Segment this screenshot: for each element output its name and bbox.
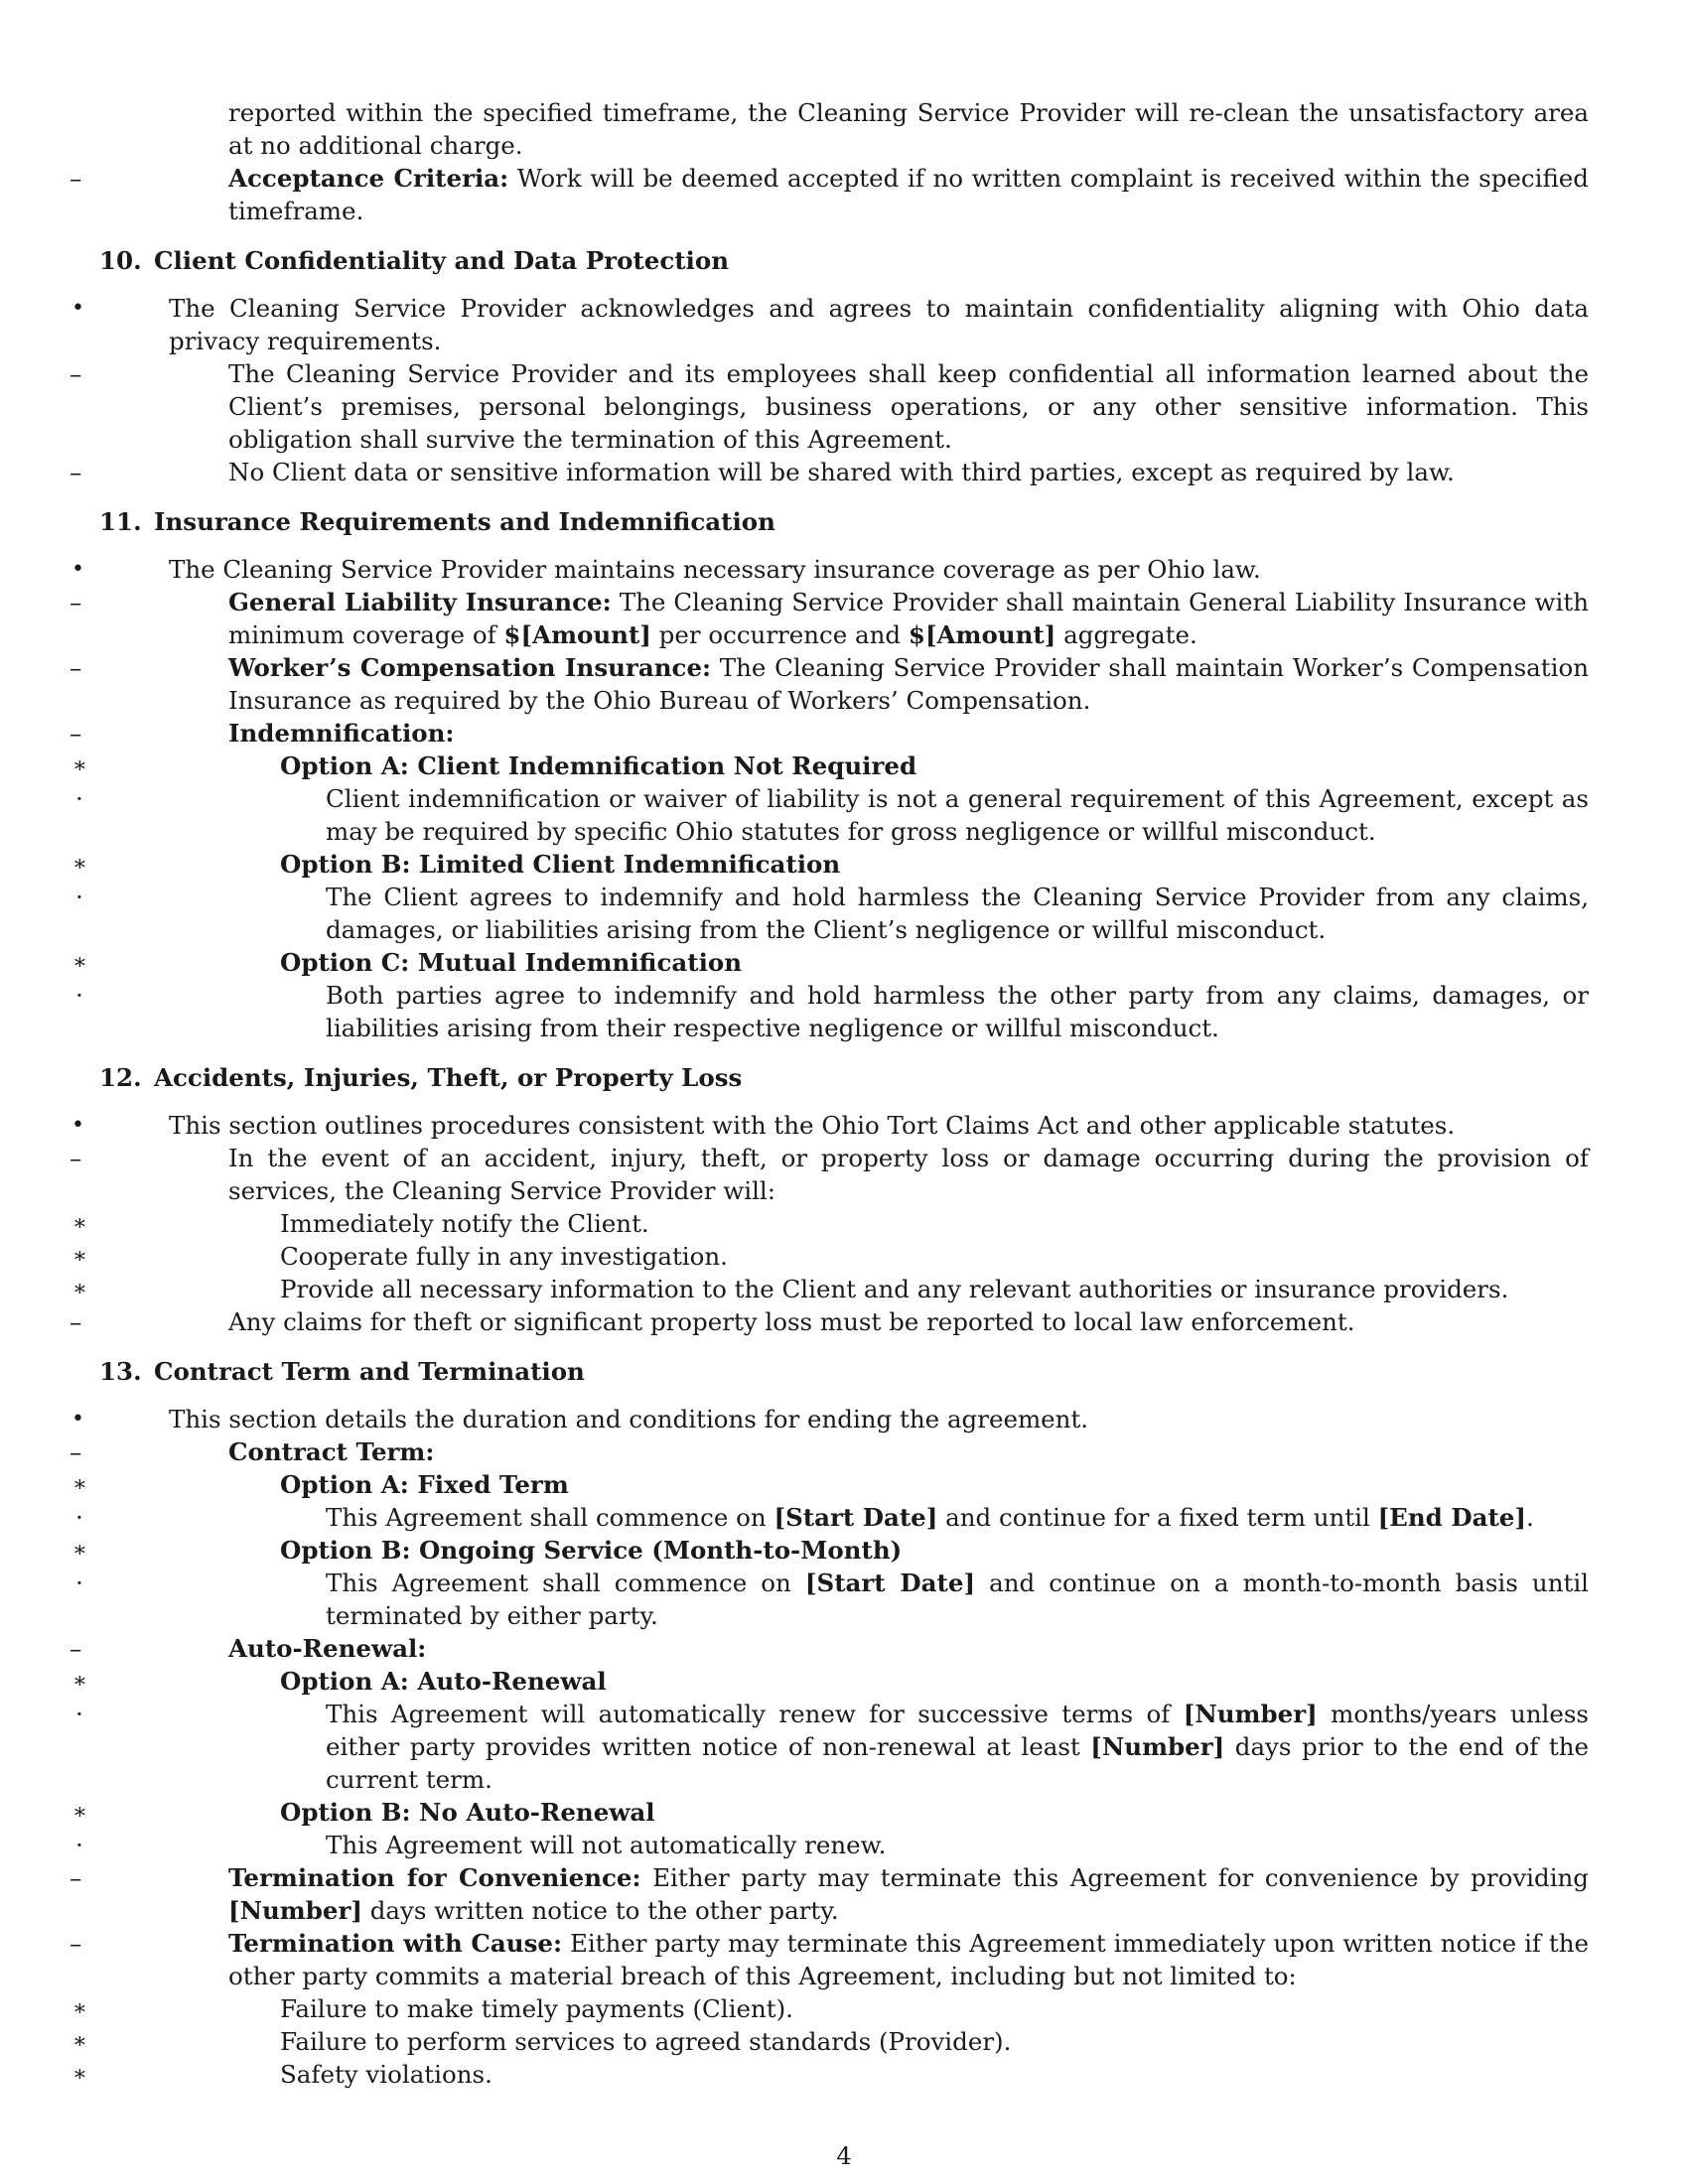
list-item: ∗ Failure to perform services to agreed standards (Provider). [72,2027,1012,2056]
option-text: · This Agreement shall commence on [Start Date] and continue for a fixed term until [End Date]. [75,1503,1534,1532]
asterisk-marker: ∗ [72,1244,87,1269]
dash-marker: – [70,1307,82,1336]
asterisk-marker: ∗ [72,852,87,877]
section-heading-10: 10. Client Confidentiality and Data Protection [99,246,730,275]
dash-marker: – [70,1144,82,1172]
asterisk-marker: ∗ [72,1800,87,1825]
page-number: 4 [836,2141,852,2170]
option-text: · This Agreement will automatically renew for successive terms of [Number] months/years unless either party provides written notice of non-renewal at least [Number] days prior to the end of the current term. [75,1700,1590,1794]
termination-cause-item: – Termination with Cause: Either party may terminate this Agreement immediately upon written notice if the other party commits a material breach of this Agreement, including but not limited to: [70,1929,1590,1990]
dash-marker: – [70,1437,82,1466]
list-item: – No Client data or sensitive information will be shared with third parties, except as required by law. [70,458,1455,486]
list-item: ∗ Safety violations. [72,2060,492,2089]
dash-marker: – [70,458,82,486]
section-heading-11: 11. Insurance Requirements and Indemnification [99,507,775,536]
list-item: ∗ Provide all necessary information to the Client and any relevant authorities or insurance providers. [72,1275,1509,1303]
dot-marker: · [75,981,83,1010]
bullet-marker: • [71,1113,84,1138]
dot-marker: · [75,784,83,813]
dash-marker: – [70,719,82,748]
bullet-marker: • [71,1407,84,1432]
option-heading: ∗ Option A: Auto-Renewal [72,1667,607,1696]
asterisk-marker: ∗ [72,950,87,975]
asterisk-marker: ∗ [72,753,87,778]
dot-marker: · [75,1569,83,1597]
list-item: ∗ Cooperate fully in any investigation. [72,1242,728,1271]
section-heading-12: 12. Accidents, Injuries, Theft, or Property Loss [99,1063,743,1092]
indemnification-item: – Indemnification: [70,719,455,748]
asterisk-marker: ∗ [72,1996,87,2021]
option-heading: ∗ Option B: Ongoing Service (Month-to-Month) [72,1536,903,1565]
asterisk-marker: ∗ [72,1472,87,1497]
dash-marker: – [70,653,82,682]
option-text: · This Agreement will not automatically renew. [75,1831,887,1859]
auto-renewal-item: – Auto-Renewal: [70,1634,427,1663]
bullet-marker: • [71,296,84,321]
acceptance-criteria-item: – Acceptance Criteria: Work will be deemed accepted if no written complaint is received within the specified timeframe. [70,164,1589,225]
asterisk-marker: ∗ [72,1538,87,1563]
asterisk-marker: ∗ [72,2029,87,2054]
option-heading: ∗ Option C: Mutual Indemnification [72,948,743,977]
dash-marker: – [70,1863,82,1892]
dash-marker: – [70,1634,82,1663]
section-heading-13: 13. Contract Term and Termination [99,1357,585,1386]
option-text: · The Client agrees to indemnify and hold harmless the Cleaning Service Provider from any claims, damages, or liabilities arising from the Client’s negligence or willful misconduct. [75,883,1589,944]
list-item: – The Cleaning Service Provider and its employees shall keep confidential all information learned about the Client’s premises, personal belongings, business operations, or any other sensitive information. This obligation shall survive the termination of this Agreement. [70,359,1589,454]
option-text: · Client indemnification or waiver of liability is not a general requirement of this Agreement, except as may be required by specific Ohio statutes for gross negligence or willful misconduct. [75,784,1589,846]
option-text: · Both parties agree to indemnify and hold harmless the other party from any claims, damages, or liabilities arising from their respective negligence or willful misconduct. [75,981,1589,1042]
termination-convenience-item: – Termination for Convenience: Either party may terminate this Agreement for convenience by providing [Number] days written notice to the other party. [70,1863,1589,1925]
bullet-marker: • [71,557,84,582]
list-item: • This section outlines procedures consistent with the Ohio Tort Claims Act and other applicable statutes. [71,1111,1456,1140]
list-item: • The Cleaning Service Provider acknowledges and agrees to maintain confidentiality aligning with Ohio data privacy requirements. [71,294,1589,355]
list-item: • The Cleaning Service Provider maintains necessary insurance coverage as per Ohio law. [71,555,1261,584]
option-heading: ∗ Option A: Fixed Term [72,1470,569,1499]
dash-marker: – [70,1929,82,1958]
dash-marker: – [70,359,82,388]
asterisk-marker: ∗ [72,2062,87,2087]
list-item: ∗ Failure to make timely payments (Client). [72,1994,793,2023]
contract-term-item: – Contract Term: [70,1437,435,1466]
workers-comp-item: – Worker’s Compensation Insurance: The Cleaning Service Provider shall maintain Worker’s Compensation Insurance as required by the Ohio Bureau of Workers’ Compensation. [70,653,1589,715]
dot-marker: · [75,883,83,911]
list-item: – Any claims for theft or significant property loss must be reported to local law enforcement. [70,1307,1355,1336]
dot-marker: · [75,1503,83,1532]
list-item: ∗ Immediately notify the Client. [72,1209,649,1238]
asterisk-marker: ∗ [72,1211,87,1236]
dash-marker: – [70,588,82,616]
asterisk-marker: ∗ [72,1277,87,1301]
general-liability-item: – General Liability Insurance: The Cleaning Service Provider shall maintain General Liability Insurance with minimum coverage of $[Amount] per occurrence and $[Amount] aggregate. [70,588,1589,649]
document-page [70,96,1590,2091]
list-item: – In the event of an accident, injury, theft, or property loss or damage occurring during the provision of services, the Cleaning Service Provider will: [70,1144,1589,1205]
dot-marker: · [75,1700,83,1728]
continued-paragraph: reported within the specified timeframe, the Cleaning Service Provider will re-clean the unsatisfactory area at no additional charge. [228,98,1589,160]
option-heading: ∗ Option A: Client Indemnification Not Required [72,751,917,780]
option-heading: ∗ Option B: No Auto-Renewal [72,1798,655,1827]
asterisk-marker: ∗ [72,1669,87,1694]
option-heading: ∗ Option B: Limited Client Indemnification [72,850,841,879]
list-item: • This section details the duration and conditions for ending the agreement. [71,1405,1089,1433]
option-text: · This Agreement shall commence on [Start Date] and continue on a month-to-month basis until terminated by either party. [75,1569,1589,1630]
dot-marker: · [75,1831,83,1859]
dash-marker: – [70,164,82,193]
